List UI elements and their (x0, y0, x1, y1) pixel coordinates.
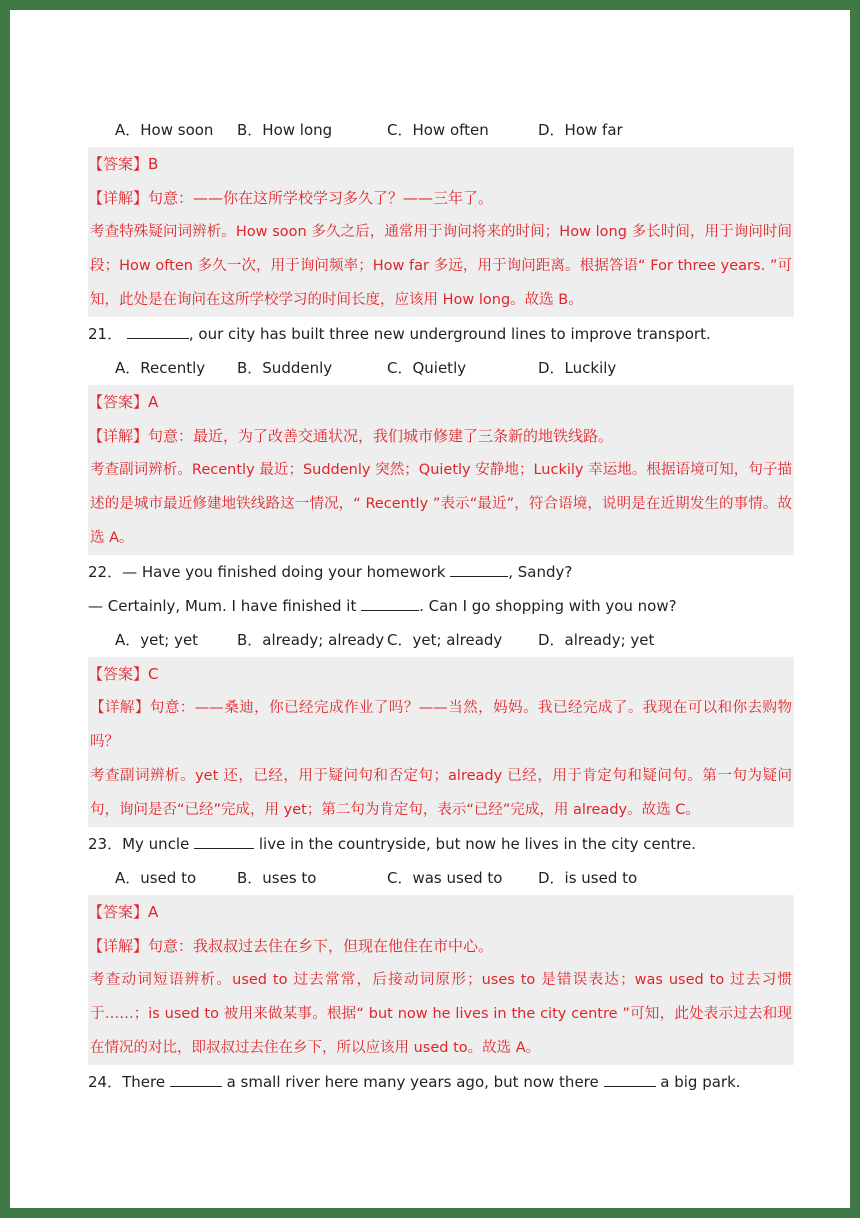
q22-option-b: B．already; already (237, 631, 385, 649)
q22-blank-1 (450, 562, 508, 577)
q20-detail: 【详解】句意：——你在这所学校学习多久了？——三年了。 (88, 189, 494, 207)
q21-option-b: B．Suddenly (237, 359, 333, 377)
q20-answer-box (88, 147, 794, 317)
q21-number: 21． (88, 325, 123, 343)
q23-answer: 【答案】A (88, 903, 159, 921)
q21-option-d: D．Luckily (538, 359, 617, 377)
q22-answer: 【答案】C (88, 665, 159, 683)
q23-analysis: 考查动词短语辨析。used to 过去常常，后接动词原形；uses to 是错误表达；was used to 过去习惯于……；is used to 被用来做某事。根据“ but now he lives in the city centre ”可知，此处表示过去和现在情况的对比，即叔叔过去住在乡下，所以应该用 used to。故选 A。 (90, 972, 792, 1056)
q24-stem-end: a big park. (655, 1073, 741, 1091)
q21-answer-box (88, 385, 794, 555)
q22-stem-2-text: — Certainly, Mum. I have finished it (88, 597, 362, 615)
q24-stem (88, 1065, 794, 1099)
q23-option-b: B．uses to (237, 869, 317, 887)
q22-options (88, 623, 794, 657)
q24-stem-text: 24．There (88, 1073, 170, 1091)
q22-option-c: C．yet; already (387, 631, 503, 649)
q21-option-a: A．Recently (115, 359, 206, 377)
q20-option-d: D．How far (538, 121, 623, 139)
q23-option-d: D．is used to (538, 869, 638, 887)
q23-stem-text: 23．My uncle (88, 835, 195, 853)
q21-stem-text: , our city has built three new underground lines to improve transport. (188, 325, 711, 343)
q24-blank-1 (170, 1072, 222, 1087)
q22-option-a: A．yet; yet (115, 631, 199, 649)
q23-stem (88, 827, 794, 861)
q22-stem-1-text: 22．— Have you finished doing your homework (88, 563, 451, 581)
q22-answer-box (88, 657, 794, 827)
q22-detail: 【详解】句意：——桑迪，你已经完成作业了吗？——当然，妈妈。我已经完成了。我现在可以和你去购物吗？ (90, 700, 792, 750)
document-page (10, 10, 850, 1208)
q23-option-c: C．was used to (387, 869, 503, 887)
q21-detail: 【详解】句意：最近，为了改善交通状况，我们城市修建了三条新的地铁线路。 (88, 427, 614, 445)
q21-answer: 【答案】A (88, 393, 159, 411)
q23-option-a: A．used to (115, 869, 197, 887)
q20-option-a: A．How soon (115, 121, 214, 139)
q22-stem-1 (88, 555, 794, 589)
q21-stem (88, 317, 794, 351)
q23-options (88, 861, 794, 895)
q22-stem-1-end: , Sandy? (508, 563, 573, 581)
q21-blank (127, 324, 189, 339)
q22-option-d: D．already; yet (538, 631, 655, 649)
q20-answer: 【答案】B (88, 155, 159, 173)
q24-blank-2 (604, 1072, 656, 1087)
q22-stem-2 (88, 589, 794, 623)
q20-option-c: C．How often (387, 121, 489, 139)
q22-blank-2 (361, 596, 419, 611)
q22-stem-2-end: . Can I go shopping with you now? (419, 597, 677, 615)
q20-options (88, 113, 794, 147)
q21-analysis: 考查副词辨析。Recently 最近；Suddenly 突然；Quietly 安静地；Luckily 幸运地。根据语境可知，句子描述的是城市最近修建地铁线路这一情况，“ Recently ”表示“最近”，符合语境，说明是在近期发生的事情。故选 A。 (90, 462, 792, 546)
q21-options (88, 351, 794, 385)
q23-answer-box (88, 895, 794, 1065)
document-content (88, 113, 794, 1099)
q23-stem-end: live in the countryside, but now he lives in the city centre. (254, 835, 696, 853)
q21-option-c: C．Quietly (387, 359, 467, 377)
q23-blank (194, 834, 254, 849)
q23-detail: 【详解】句意：我叔叔过去住在乡下，但现在他住在市中心。 (88, 937, 494, 955)
q20-analysis: 考查特殊疑问词辨析。How soon 多久之后，通常用于询问将来的时间；How long 多长时间，用于询问时间段；How often 多久一次，用于询问频率；How far 多远，用于询问距离。根据答语“ For three years. ”可知，此处是在询问在这所学校学习的时间长度，应该用 How long。故选 B。 (90, 224, 792, 308)
q24-stem-mid: a small river here many years ago, but now there (221, 1073, 604, 1091)
q20-option-b: B．How long (237, 121, 333, 139)
q22-analysis: 考查副词辨析。yet 还，已经，用于疑问句和否定句；already 已经，用于肯定句和疑问句。第一句为疑问句，询问是否“已经”完成，用 yet；第二句为肯定句，表示“已经”完成，用 already。故选 C。 (90, 768, 792, 818)
